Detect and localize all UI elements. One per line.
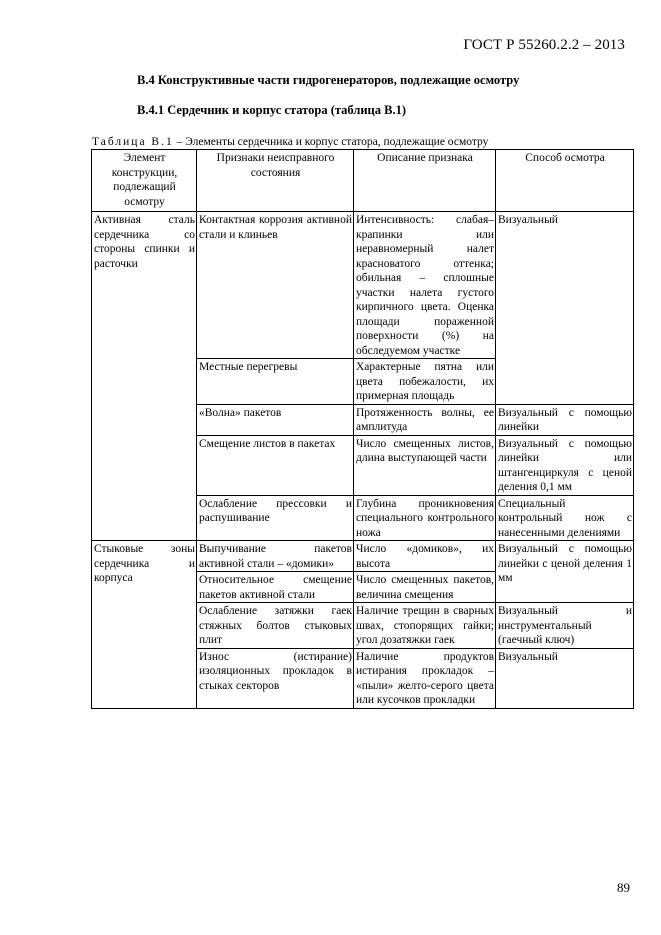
description-cell: Число «домиков», их высота: [354, 541, 496, 572]
sign-cell: Износ (истирание) изоляционных прокладок в стыках секторов: [197, 648, 354, 708]
element-cell: Активная сталь сердечника со стороны спинки и расточки: [92, 212, 197, 541]
table-header-row: [92, 150, 634, 212]
table-row: [92, 212, 634, 359]
element-cell: Стыковые зоны сердечника и корпуса: [92, 541, 197, 709]
description-cell: Протяженность волны, ее амплитуда: [354, 404, 496, 435]
section-title: В.4 Конструктивные части гидрогенераторов, подлежащие осмотру: [137, 73, 520, 87]
sign-cell: Местные перегревы: [197, 359, 354, 405]
description-cell: Число смещенных пакетов, величина смещения: [354, 572, 496, 603]
document-standard-number: ГОСТ Р 55260.2.2 – 2013: [463, 37, 625, 53]
method-cell: Визуальный и инструментальный (гаечный ключ): [496, 603, 634, 649]
sign-cell: Относительное смещение пакетов активной стали: [197, 572, 354, 603]
description-cell: Наличие трещин в сварных швах, стопорящих гайки; угол дозатяжки гаек: [354, 603, 496, 649]
description-cell: Число смещенных листов, длина выступающей части: [354, 435, 496, 495]
description-cell: Интенсивность: слабая– крапинки или неравномерный налет красноватого оттенка; обильная – сплошные участки налета густого кирпичного цвета. Оценка площади пораженной поверхности (%) на обследуемом участке: [354, 212, 496, 359]
method-cell: Визуальный: [496, 648, 634, 708]
column-header-sign: Признаки неисправного состояния: [197, 150, 354, 212]
column-header-description: Описание признака: [354, 150, 496, 212]
page-number: 89: [617, 880, 630, 895]
description-cell: Глубина проникновения специального контрольного ножа: [354, 495, 496, 541]
method-cell: Визуальный с помощью линейки с ценой деления 1 мм: [496, 541, 634, 603]
method-cell: Визуальный: [496, 212, 634, 405]
table-caption-text: – Элементы сердечника и корпус статора, подлежащие осмотру: [176, 136, 489, 148]
sign-cell: Выпучивание пакетов активной стали – «домики»: [197, 541, 354, 572]
sign-cell: «Волна» пакетов: [197, 404, 354, 435]
sign-cell: Ослабление прессовки и распушивание: [197, 495, 354, 541]
table-row: [92, 541, 634, 572]
column-header-method: Способ осмотра: [496, 150, 634, 212]
table-caption-label: Таблица В.1: [92, 136, 174, 148]
column-header-element: Элемент конструкции, подлежащий осмотру: [92, 150, 197, 212]
sign-cell: Контактная коррозия активной стали и клиньев: [197, 212, 354, 359]
method-cell: Специальный контрольный нож с нанесенными делениями: [496, 495, 634, 541]
sign-cell: Смещение листов в пакетах: [197, 435, 354, 495]
method-cell: Визуальный с помощью линейки: [496, 404, 634, 435]
description-cell: Характерные пятна или цвета побежалости, их примерная площадь: [354, 359, 496, 405]
subsection-title: В.4.1 Сердечник и корпус статора (таблица В.1): [137, 103, 407, 117]
stator-elements-table: [91, 149, 634, 709]
description-cell: Наличие продуктов истирания прокладок – «пыли» желто-серого цвета или кусочков прокладки: [354, 648, 496, 708]
table-caption: [92, 136, 488, 148]
method-cell: Визуальный с помощью линейки или штангенциркуля с ценой деления 0,1 мм: [496, 435, 634, 495]
sign-cell: Ослабление затяжки гаек стяжных болтов стыковых плит: [197, 603, 354, 649]
